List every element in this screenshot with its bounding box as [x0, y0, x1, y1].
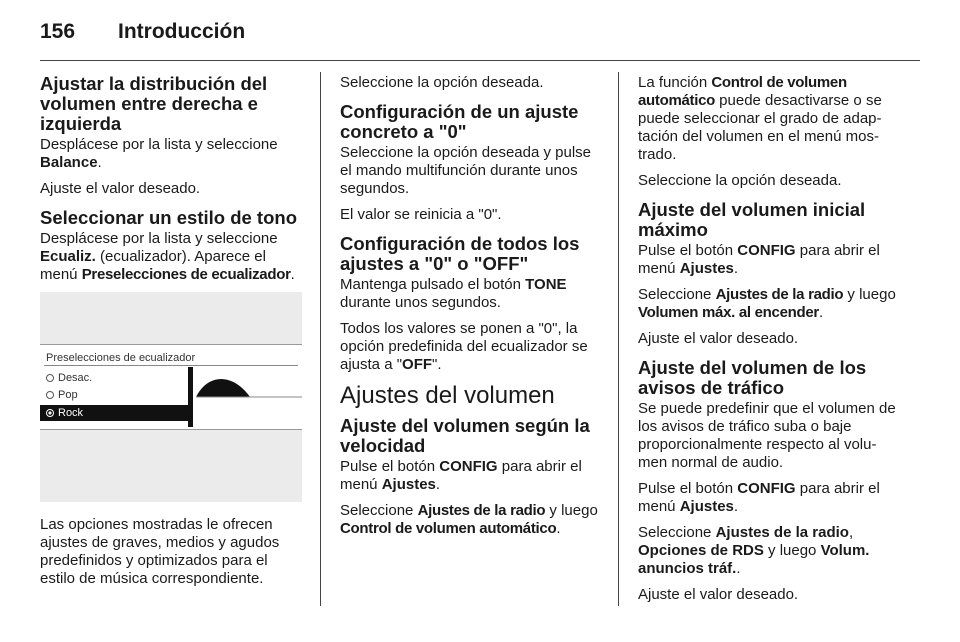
menu-term: Ajustes: [679, 498, 734, 515]
column-divider: [320, 72, 321, 606]
section-title-balance: Ajustar la distribución del volumen entre derecha e izquierda: [40, 73, 268, 134]
option-label: Desac.: [58, 372, 93, 384]
text: Seleccione: [638, 524, 716, 541]
paragraph: [340, 502, 604, 538]
column-3: [638, 74, 904, 612]
text: para abrir el menú: [638, 480, 880, 515]
paragraph: [340, 458, 604, 494]
button-term: TONE: [525, 276, 567, 293]
radio-selected-icon: [46, 409, 54, 417]
paragraph: Seleccione la opción deseada y pulse el mando multifunción durante unos segundos.: [340, 144, 592, 197]
text: y luego: [763, 542, 821, 559]
text: Todos los valores se ponen a "0", la opción predefinida del ecualizador se ajusta a ": [340, 320, 588, 373]
page-header: [40, 14, 920, 54]
figure-caption: Las opciones mostradas le ofrecen ajustes de graves, medios y agudos predefinidos y optimizados para el estilo de música correspondiente.: [40, 516, 280, 587]
paragraph: [340, 320, 604, 374]
menu-term: Ecualiz.: [40, 248, 96, 265]
text: .: [290, 266, 295, 283]
page-number: 156: [40, 20, 76, 43]
section-title-reset-all: Configuración de todos los ajustes a "0" o "OFF": [340, 233, 580, 274]
text: para abrir el menú: [340, 458, 582, 493]
text: Pulse el botón: [638, 480, 738, 497]
column-2: [340, 74, 604, 546]
text: .: [736, 560, 741, 577]
eq-curve-shape: [196, 379, 250, 397]
text: .: [733, 260, 739, 277]
column-divider: [618, 72, 619, 606]
menu-term: Opciones de RDS: [638, 542, 764, 559]
section-title-speed-volume: Ajuste del volumen según la velocidad: [340, 415, 590, 456]
menu-term: OFF: [402, 356, 433, 373]
section-title-initial-volume: Ajuste del volumen inicial máximo: [638, 199, 866, 240]
paragraph: Ajuste el valor deseado.: [638, 330, 799, 347]
section-title-tone: Seleccionar un estilo de tono: [40, 207, 297, 228]
menu-term: Ajustes: [381, 476, 436, 493]
text: y luego: [545, 502, 598, 519]
screen-title: Preselecciones de ecualizador: [46, 352, 196, 364]
menu-term: Ajustes de la radio: [417, 502, 546, 519]
eq-option-rock[interactable]: [40, 405, 188, 421]
text: y luego: [843, 286, 896, 303]
menu-term: Ajustes: [679, 260, 734, 277]
radio-icon: [46, 374, 54, 382]
section-title-reset-one: Configuración de un ajuste concreto a "0": [340, 101, 579, 142]
text: .: [733, 498, 739, 515]
eq-option-desac[interactable]: [46, 370, 186, 386]
menu-term: Ajustes de la radio: [715, 286, 844, 303]
button-term: CONFIG: [737, 480, 796, 497]
button-term: CONFIG: [737, 242, 796, 259]
paragraph: Ajuste el valor deseado.: [638, 586, 799, 603]
menu-term: Ajustes de la radio: [715, 524, 849, 541]
text: Pulse el botón: [638, 242, 738, 259]
text: Desplácese por la lista y seleccione: [40, 230, 278, 247]
text: para abrir el menú: [638, 242, 880, 277]
text: Seleccione: [638, 286, 716, 303]
menu-term: Balance: [40, 154, 98, 171]
text: La función: [638, 74, 712, 91]
menu-term: Volumen máx. al encender: [638, 304, 819, 321]
paragraph: [638, 480, 904, 516]
eq-bar: [188, 367, 193, 427]
eq-option-pop[interactable]: [46, 387, 186, 403]
running-title: Introducción: [118, 20, 246, 43]
paragraph: [638, 286, 904, 322]
radio-icon: [46, 391, 54, 399]
text: ".: [432, 356, 442, 373]
button-term: CONFIG: [439, 458, 498, 475]
menu-term: Preselecciones de ecualizador: [81, 266, 291, 283]
option-label: Rock: [58, 407, 84, 419]
text: .: [556, 520, 561, 537]
paragraph: Seleccione la opción deseada.: [638, 172, 842, 189]
paragraph: [638, 74, 904, 164]
paragraph: Seleccione la opción deseada.: [340, 74, 544, 91]
text: .: [97, 154, 102, 171]
text: .: [435, 476, 441, 493]
menu-term: Control de volumen automático: [638, 74, 847, 109]
section-title-traffic-volume: Ajuste del volumen de los avisos de tráfico: [638, 357, 867, 398]
text: (ecualizador). Aparece el menú: [40, 248, 266, 283]
equalizer-screen: [40, 344, 302, 430]
text: Seleccione: [340, 502, 418, 519]
option-label: Pop: [58, 389, 78, 401]
text: Desplácese por la lista y seleccione: [40, 136, 278, 153]
text: Pulse el botón: [340, 458, 440, 475]
paragraph: [40, 230, 302, 284]
eq-curve-graphic: [188, 367, 302, 427]
screen-divider: [44, 365, 298, 366]
paragraph: Se puede predefinir que el volumen de los avisos de tráfico suba o baje proporcionalmente respecto al volu- men normal de audio.: [638, 400, 896, 471]
text: durante unos segundos.: [340, 294, 501, 311]
menu-term: Volum. anuncios tráf.: [638, 542, 870, 577]
paragraph: [638, 524, 904, 578]
header-rule: [40, 60, 920, 61]
paragraph: [40, 136, 302, 172]
text: puede desactivarse o se puede seleccionar el grado de adap- tación del volumen en el menú mos- trado.: [638, 92, 882, 163]
text: .: [818, 304, 824, 321]
paragraph: [340, 276, 604, 312]
text: ,: [848, 524, 854, 541]
menu-term: Control de volumen automático: [340, 520, 557, 537]
paragraph: [638, 242, 904, 278]
column-1: [40, 74, 302, 596]
paragraph: Ajuste el valor deseado.: [40, 180, 201, 197]
paragraph: El valor se reinicia a "0".: [340, 206, 502, 223]
equalizer-screen-figure: [40, 292, 302, 502]
chapter-title-volume: Ajustes del volumen: [340, 382, 555, 409]
text: Mantenga pulsado el botón: [340, 276, 526, 293]
